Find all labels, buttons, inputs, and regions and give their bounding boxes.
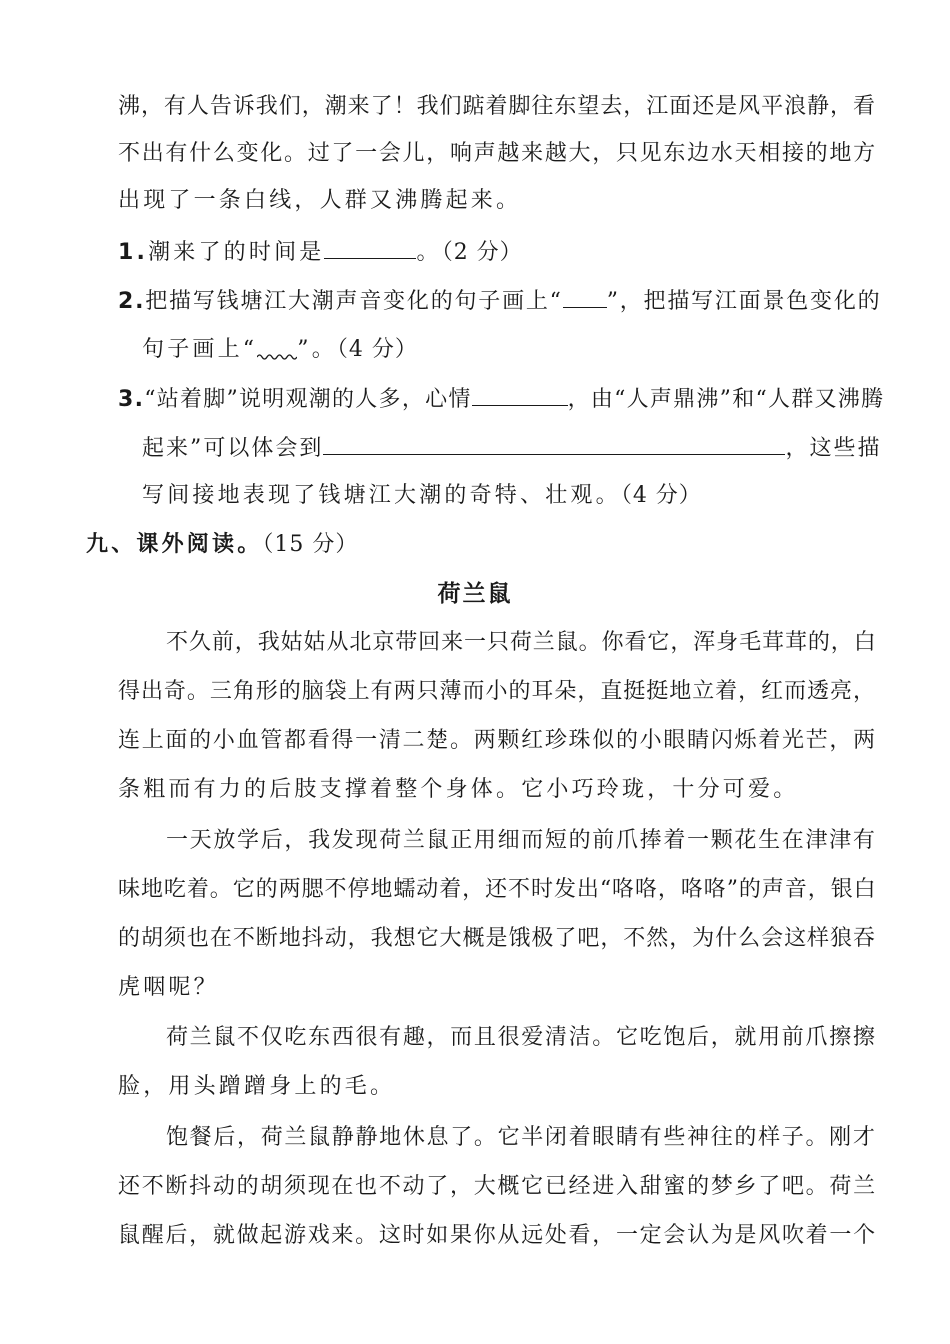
question-text: ”。 [297, 337, 337, 362]
question-text: ”，把描写江面景色变化的 [606, 289, 882, 314]
passage-line: 沸，有人告诉我们，潮来了！我们踮着脚往东望去，江面还是风平浪静，看 [118, 94, 876, 119]
question-3 [118, 383, 884, 415]
question-number: 3. [118, 387, 145, 412]
question-number: 1. [118, 240, 149, 265]
question-1 [118, 236, 523, 268]
underline-mark-sample [563, 285, 607, 308]
section-heading [86, 530, 358, 560]
article-line: 不久前，我姑姑从北京带回来一只荷兰鼠。你看它，浑身毛茸茸的，白 [166, 630, 877, 655]
article-line: 鼠醒后，就做起游戏来。这时如果你从远处看，一定会认为是风吹着一个 [118, 1223, 877, 1248]
score-label: （4 分） [336, 337, 418, 362]
passage-line: 出现了一条白线，人群又沸腾起来。 [118, 188, 522, 213]
article-line: 连上面的小血管都看得一清二楚。两颗红珍珠似的小眼睛闪烁着光芒，两 [118, 728, 877, 753]
article-line: 荷兰鼠不仅吃东西很有趣，而且很爱清洁。它吃饱后，就用前爪擦擦 [166, 1025, 877, 1050]
question-text: 起来”可以体会到 [142, 436, 324, 461]
passage-line: 不出有什么变化。过了一会儿，响声越来越大，只见东边水天相接的地方 [118, 141, 877, 166]
article-line: 饱餐后，荷兰鼠静静地休息了。它半闭着眼睛有些神往的样子。刚才 [166, 1125, 877, 1150]
question-text: 潮来了的时间是 [148, 240, 325, 265]
question-text: 句子画上“ [142, 337, 258, 362]
article-line: 还不断抖动的胡须现在也不动了，大概它已经进入甜蜜的梦乡了吧。荷兰 [118, 1174, 877, 1199]
question-number: 2. [118, 289, 146, 314]
article-line: 得出奇。三角形的脑袋上有两只薄而小的耳朵，直挺挺地立着，红而透亮， [118, 679, 876, 704]
question-text: 写间接地表现了钱塘江大潮的奇特、壮观。 [142, 483, 621, 508]
question-text: ，这些描 [785, 436, 882, 461]
question-text: ，由“人声鼎沸”和“人群又沸腾 [567, 387, 885, 412]
score-label: （15 分） [262, 532, 359, 557]
question-3-cont [142, 481, 702, 511]
article-line: 条粗而有力的后肢支撑着整个身体。它小巧玲珑，十分可爱。 [118, 777, 799, 802]
question-2-cont [142, 334, 418, 365]
question-3-cont [142, 432, 882, 464]
score-label: （4 分） [620, 483, 702, 508]
question-2 [118, 285, 881, 317]
answer-blank[interactable] [324, 236, 416, 259]
question-text: “站着脚”说明观潮的人多，心情 [144, 387, 472, 412]
article-line: 的胡须也在不断地抖动，我想它大概是饿极了吧，不然，为什么会这样狼吞 [118, 926, 876, 951]
article-line: 虎咽呢？ [118, 975, 219, 1000]
answer-blank[interactable] [472, 383, 568, 406]
article-line: 一天放学后，我发现荷兰鼠正用细而短的前爪捧着一颗花生在津津有 [166, 828, 877, 853]
question-text: 把描写钱塘江大潮声音变化的句子画上“ [145, 289, 563, 314]
article-title: 荷兰鼠 [437, 581, 513, 607]
question-text: 。 [416, 240, 442, 265]
score-label: （2 分） [441, 240, 523, 265]
article-line: 味地吃着。它的两腮不停地蠕动着，还不时发出“咯咯，咯咯”的声音，银白 [118, 877, 877, 902]
wavy-line-icon [257, 334, 297, 356]
answer-blank[interactable] [323, 432, 785, 455]
section-title: 九、课外阅读。 [86, 532, 263, 557]
article-line: 脸，用头蹭蹭身上的毛。 [118, 1074, 396, 1099]
